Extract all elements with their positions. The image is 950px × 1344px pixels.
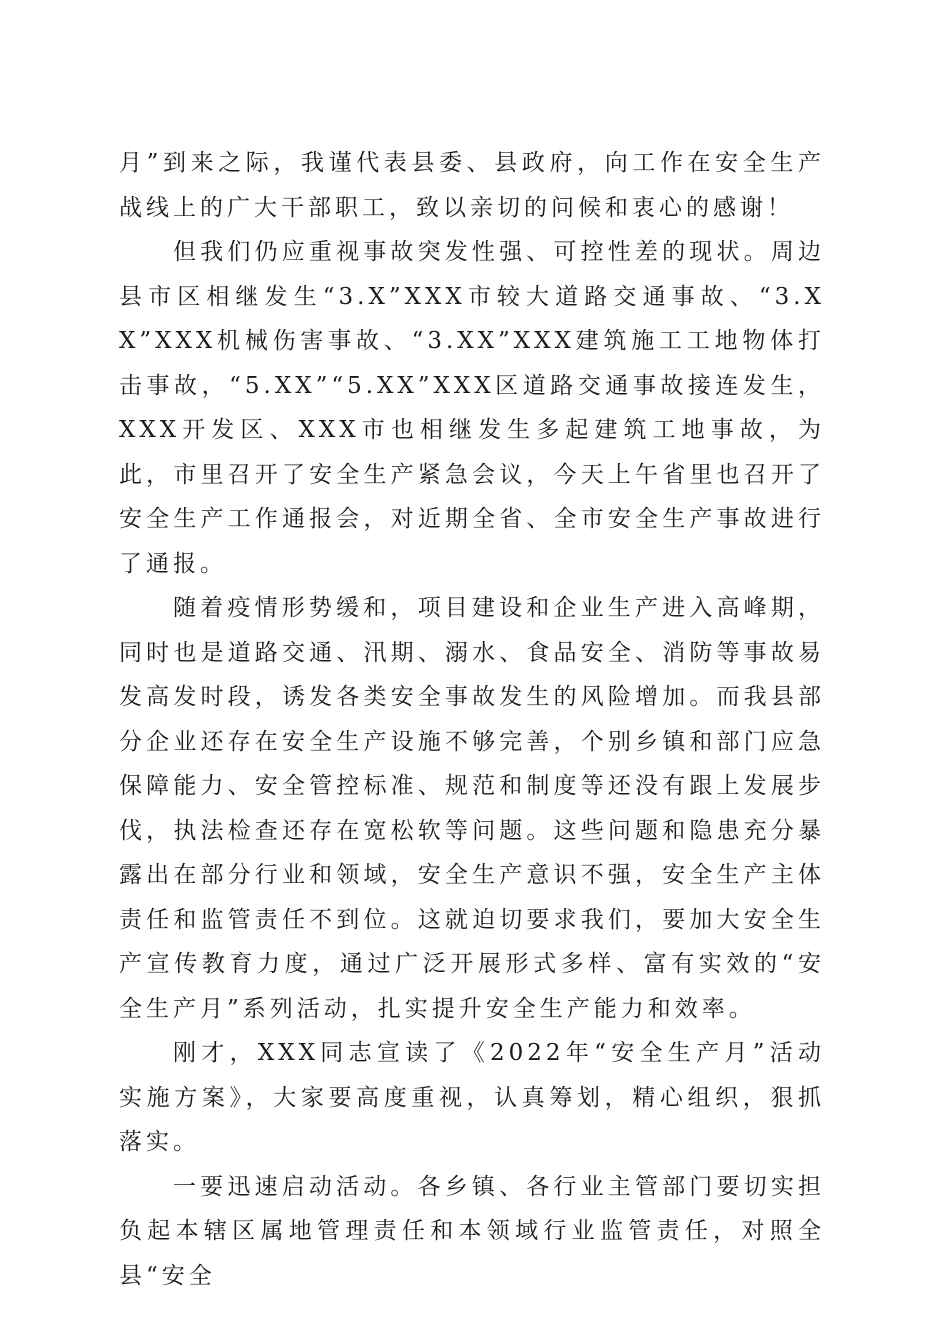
document-body <box>119 141 825 1298</box>
paragraph-accident-situation: 但我们仍应重视事故突发性强、可控性差的现状。周边县市区相继发生“3.X”XXX市较大道路交通事故、“3.XX”XXX机械伤害事故、“3.XX”XXX建筑施工工地物体打击事故，“5.XX”“5.XX”XXX区道路交通事故接连发生，XXX开发区、XXX市也相继发生多起建筑工地事故，为此，市里召开了安全生产紧急会议，今天上午省里也召开了安全生产工作通报会，对近期全省、全市安全生产事故进行了通报。 <box>119 239 825 577</box>
paragraph-implementation-plan: 刚才，XXX同志宣读了《2022年“安全生产月”活动实施方案》，大家要高度重视，认真筹划，精心组织，狠抓落实。 <box>119 1040 825 1155</box>
paragraph-risk-analysis: 随着疫情形势缓和，项目建设和企业生产进入高峰期，同时也是道路交通、汛期、溺水、食品安全、消防等事故易发高发时段，诱发各类安全事故发生的风险增加。而我县部分企业还存在安全生产设施不够完善，个别乡镇和部门应急保障能力、安全管控标准、规范和制度等还没有跟上发展步伐，执法检查还存在宽松软等问题。这些问题和隐患充分暴露出在部分行业和领域，安全生产意识不强，安全生产主体责任和监管责任不到位。这就迫切要求我们，要加大安全生产宣传教育力度，通过广泛开展形式多样、富有实效的“安全生产月”系列活动，扎实提升安全生产能力和效率。 <box>119 595 825 1022</box>
paragraph-greeting-closing: 月”到来之际，我谨代表县委、县政府，向工作在安全生产战线上的广大干部职工，致以亲切的问候和衷心的感谢！ <box>119 150 825 221</box>
paragraph-first-requirement: 一要迅速启动活动。各乡镇、各行业主管部门要切实担负起本辖区属地管理责任和本领域行业监管责任，对照全县“安全 <box>119 1173 825 1289</box>
